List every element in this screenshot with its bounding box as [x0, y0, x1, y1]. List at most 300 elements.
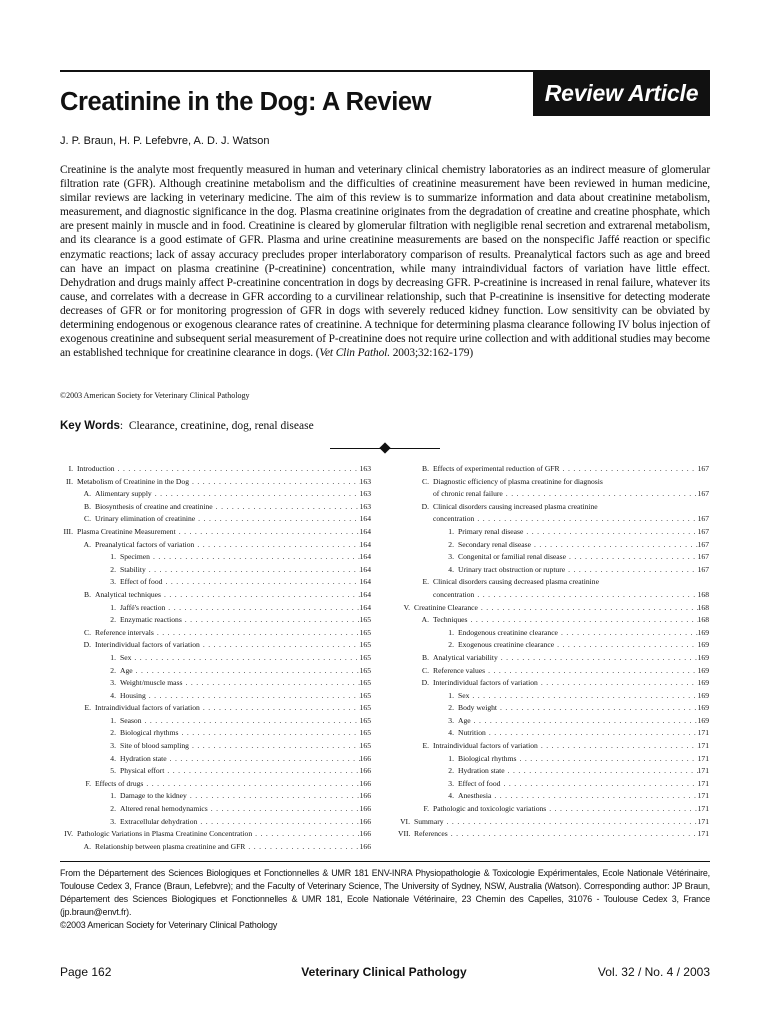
toc-entry [398, 652, 709, 665]
toc-entry-number: 1. [110, 715, 116, 725]
toc-entry-title: Interindividual factors of variation [95, 640, 200, 650]
toc-entry-number: E. [84, 703, 91, 713]
toc-entry-number: 2. [448, 640, 454, 650]
toc-entry-number: E. [422, 577, 429, 587]
toc-entry-number: 4. [110, 690, 116, 700]
toc-entry-title: Age [120, 665, 133, 675]
toc-entry-page: 166 [359, 778, 371, 788]
toc-entry-number: C. [84, 627, 91, 637]
toc-entry-number [398, 513, 429, 526]
toc-entry-page: 164 [359, 526, 371, 536]
toc-entry-page: 165 [359, 615, 371, 625]
toc-entry-title: Analytical techniques [95, 589, 162, 599]
toc-entry-page: 164 [359, 552, 371, 562]
toc-entry-page: 171 [697, 766, 709, 776]
toc-entry-page: 164 [359, 589, 371, 599]
toc-entry [60, 778, 371, 791]
footnote-rule [60, 861, 710, 862]
toc-entry [60, 614, 371, 627]
toc-entry-title: Nutrition [458, 728, 486, 738]
toc-entry-number: 1. [448, 526, 454, 536]
toc-leader-dots [554, 639, 697, 652]
toc-entry [398, 526, 709, 539]
toc-entry-page: 165 [359, 640, 371, 650]
toc-entry [398, 589, 709, 602]
toc-entry-page: 167 [697, 464, 709, 473]
toc-leader-dots [500, 778, 697, 791]
toc-entry-title: Effects of experimental reduction of GFR [433, 464, 560, 473]
toc-entry-number: B. [422, 464, 429, 473]
toc-entry-number: 3. [448, 715, 454, 725]
toc-leader-dots [133, 665, 360, 678]
abstract-copyright: ©2003 American Society for Veterinary Clinical Pathology [60, 391, 250, 400]
toc-entry-title: Congenital or familial renal disease [458, 552, 566, 562]
toc-entry [60, 639, 371, 652]
toc-leader-dots [182, 614, 360, 627]
toc-entry-page: 169 [697, 652, 709, 662]
toc-entry-title: concentration [433, 589, 475, 599]
toc-entry-number: III. [63, 526, 73, 536]
toc-entry [398, 564, 709, 577]
toc-entry-page: 167 [697, 514, 709, 524]
toc-entry-number: A. [421, 615, 429, 625]
toc-entry [398, 715, 709, 728]
toc-leader-dots [523, 526, 697, 539]
affiliation-text: From the Département des Sciences Biologiques et Fonctionnelles & UMR 181 ENV-INRA Physiopathologie & Toxicologie Expérimentales, Ecole Nationale Vétérinaire, Toulouse Cedex 3, France (Braun, Lefebvre); and the Faculty of Veterinary Science, The University of Sydney, NSW, Australia (Watson). Corresponding author: JP Braun, Département des Sciences Biologiques et Fonctionnelles & UMR 181, Ecole Nationale Vétérinaire, 23 Chemin des Capelles, 31076 - Toulouse Cedex 3, France (jp.braun@envt.fr). [60, 868, 710, 918]
toc-entry [398, 803, 709, 816]
toc-entry-title: Body weight [458, 703, 498, 713]
toc-entry-number: VII. [398, 829, 411, 839]
toc-leader-dots [197, 816, 359, 829]
toc-entry-number [398, 488, 429, 501]
toc-entry-title: Hydration state [120, 753, 167, 763]
toc-entry [60, 665, 371, 678]
toc-entry-page: 169 [697, 715, 709, 725]
toc-leader-dots [485, 665, 698, 678]
toc-entry-number: C. [422, 665, 429, 675]
toc-entry-title: Sex [120, 652, 132, 662]
toc-entry-number: 1. [110, 791, 116, 801]
toc-entry-page: 168 [697, 602, 709, 612]
toc-entry-title: Analytical variability [433, 652, 498, 662]
toc-entry-number: II. [66, 476, 73, 486]
toc-entry [398, 816, 709, 829]
toc-entry-title: Biological rhythms [120, 728, 179, 738]
toc-entry-page: 171 [697, 791, 709, 801]
toc-leader-dots [152, 488, 360, 501]
toc-entry-page: 169 [697, 690, 709, 700]
toc-entry [60, 463, 371, 476]
toc-entry-page: 164 [359, 539, 371, 549]
toc-entry [60, 803, 371, 816]
toc-leader-dots [146, 690, 360, 703]
toc-entry-number: 4. [448, 728, 454, 738]
keywords: Key Words: Clearance, creatinine, dog, renal disease [60, 420, 314, 432]
toc-leader-dots [448, 828, 698, 841]
toc-entry-number: 1. [110, 602, 116, 612]
toc-entry-number: 2. [110, 665, 116, 675]
toc-leader-dots [498, 652, 698, 665]
toc-entry-number: 3. [448, 552, 454, 562]
toc-entry-title: Alimentary supply [95, 489, 152, 499]
toc-entry [60, 551, 371, 564]
toc-entry-number: B. [84, 501, 91, 511]
footnote-copyright: ©2003 American Society for Veterinary Clinical Pathology [60, 920, 278, 931]
toc-entry-number: B. [422, 652, 429, 662]
toc-entry [60, 715, 371, 728]
toc-entry [398, 665, 709, 678]
toc-entry [398, 740, 709, 753]
toc-entry-number [398, 589, 429, 602]
toc-entry-title: Introduction [77, 464, 115, 473]
toc-entry-number: C. [84, 514, 91, 524]
toc-entry-page: 166 [359, 753, 371, 763]
toc-entry [398, 639, 709, 652]
toc-entry-title: Effect of food [458, 778, 501, 788]
toc-entry-title: Site of blood sampling [120, 741, 189, 751]
toc-entry-page: 164 [359, 514, 371, 524]
toc-leader-dots [164, 765, 359, 778]
toc-entry-title: Preanalytical factors of variation [95, 539, 195, 549]
toc-entry-page: 165 [359, 715, 371, 725]
toc-entry-title: Specimen [120, 552, 150, 562]
toc-entry [60, 765, 371, 778]
affiliation-footnote [60, 867, 710, 932]
toc-entry-page: 167 [697, 489, 709, 499]
toc-entry-page: 171 [697, 728, 709, 738]
toc-entry-number: V. [403, 602, 410, 612]
toc-entry-title: Extracellular dehydration [120, 816, 198, 826]
toc-leader-dots [558, 627, 698, 640]
article-type-badge: Review Article [533, 71, 710, 116]
toc-entry-title: Techniques [433, 615, 468, 625]
toc-entry-number: VI. [400, 816, 410, 826]
keywords-text: Clearance, creatinine, dog, renal disease [128, 420, 314, 432]
toc-entry-page: 171 [697, 804, 709, 814]
toc-leader-dots [471, 715, 698, 728]
toc-entry-page: 166 [359, 829, 371, 839]
toc-entry-number: 4. [110, 753, 116, 763]
toc-entry-page: 169 [697, 627, 709, 637]
toc-leader-dots [546, 803, 697, 816]
toc-leader-dots [150, 551, 360, 564]
toc-entry-page: 165 [359, 728, 371, 738]
page-number: Page 162 [60, 965, 112, 979]
toc-leader-dots [189, 740, 360, 753]
toc-entry-title: Endogenous creatinine clearance [458, 627, 558, 637]
toc-entry-page: 168 [697, 589, 709, 599]
toc-leader-dots [538, 677, 698, 690]
toc-leader-dots [182, 677, 359, 690]
toc-entry-title: Clinical disorders causing increased plasma creatinine [433, 501, 598, 511]
toc-entry-title: Effects of drugs [95, 778, 144, 788]
toc-entry-title: Physical effort [120, 766, 165, 776]
toc-entry [398, 702, 709, 715]
toc-entry-title: Stability [120, 564, 146, 574]
toc-entry [398, 790, 709, 803]
toc-entry-number: A. [83, 489, 91, 499]
toc-entry-number: 4. [448, 791, 454, 801]
toc-entry [398, 539, 709, 552]
toc-leader-dots [497, 702, 698, 715]
toc-entry [60, 790, 371, 803]
toc-entry-title: Sex [458, 690, 470, 700]
toc-leader-dots [115, 463, 360, 476]
toc-entry [60, 816, 371, 829]
toc-entry [60, 476, 371, 489]
toc-entry-number: F. [423, 804, 429, 814]
toc-entry [60, 501, 371, 514]
toc-entry-page: 163 [359, 489, 371, 499]
toc-leader-dots [154, 627, 360, 640]
toc-entry-number: 2. [448, 539, 454, 549]
toc-entry [398, 513, 709, 526]
toc-entry-number: C. [422, 476, 429, 486]
toc-entry-page: 165 [359, 690, 371, 700]
toc-entry-number: 2. [448, 703, 454, 713]
toc-entry-title: Clinical disorders causing decreased plasma creatinine [433, 577, 599, 587]
toc-leader-dots [187, 790, 360, 803]
toc-entry [398, 727, 709, 740]
toc-entry-page: 163 [359, 501, 371, 511]
toc-leader-dots [486, 727, 698, 740]
abstract-citation-rest: 2003;32:162-179) [389, 347, 474, 360]
toc-entry-title: Hydration state [458, 766, 505, 776]
toc-entry-page: 167 [697, 564, 709, 574]
authors: J. P. Braun, H. P. Lefebvre, A. D. J. Watson [60, 135, 270, 147]
toc-leader-dots [474, 513, 697, 526]
toc-leader-dots [176, 526, 360, 539]
toc-entry-number: E. [422, 741, 429, 751]
toc-entry [60, 526, 371, 539]
toc-entry-number: 3. [110, 816, 116, 826]
article-title: Creatinine in the Dog: A Review [60, 88, 432, 116]
toc-leader-dots [245, 841, 359, 854]
toc-leader-dots [213, 501, 360, 514]
toc-leader-dots [131, 652, 359, 665]
toc-entry-page: 166 [359, 816, 371, 826]
toc-leader-dots [566, 551, 698, 564]
divider-diamond-icon [379, 442, 390, 453]
toc-entry-page: 169 [697, 665, 709, 675]
toc-entry-page: 166 [359, 766, 371, 776]
toc-entry-page: 165 [359, 652, 371, 662]
toc-entry-page: 171 [697, 829, 709, 839]
toc-entry-title: Interindividual factors of variation [433, 678, 538, 688]
toc-leader-dots [565, 564, 697, 577]
toc-entry-title: Weight/muscle mass [120, 678, 183, 688]
toc-leader-dots [142, 715, 360, 728]
toc-entry [60, 727, 371, 740]
toc-entry-title: Plasma Creatinine Measurement [77, 526, 176, 536]
toc-leader-dots [208, 803, 360, 816]
toc-entry [60, 513, 371, 526]
toc-entry-page: 165 [359, 627, 371, 637]
toc-entry [60, 690, 371, 703]
toc-entry-number: 4. [448, 564, 454, 574]
toc-entry-title: Biosynthesis of creatine and creatinine [95, 501, 213, 511]
toc-entry-number: A. [83, 841, 91, 851]
toc-entry-title: Housing [120, 690, 146, 700]
toc-entry-number: 1. [110, 552, 116, 562]
toc-entry-page: 166 [359, 791, 371, 801]
toc-entry-number: 2. [448, 766, 454, 776]
toc-entry [398, 501, 709, 514]
toc-entry-title: Metabolism of Creatinine in the Dog [77, 476, 189, 486]
toc-entry-title: Pathologic Variations in Plasma Creatinine Concentration [77, 829, 253, 839]
toc-entry [60, 740, 371, 753]
toc-entry [60, 602, 371, 615]
toc-entry-number: 1. [448, 690, 454, 700]
toc-entry-title: Altered renal hemodynamics [120, 804, 208, 814]
toc-entry-page: 165 [359, 665, 371, 675]
toc-entry-number: 2. [110, 564, 116, 574]
volume-info: Vol. 32 / No. 4 / 2003 [597, 965, 710, 979]
toc-entry [398, 463, 709, 476]
toc-entry-page: 169 [697, 703, 709, 713]
toc-leader-dots [200, 639, 360, 652]
toc-entry [60, 576, 371, 589]
toc-entry-page: 165 [359, 678, 371, 688]
toc-leader-dots [167, 753, 360, 766]
toc-entry [60, 564, 371, 577]
toc-entry-title: Anesthesia [458, 791, 492, 801]
toc-entry [60, 589, 371, 602]
toc-entry [398, 753, 709, 766]
toc-leader-dots [503, 488, 698, 501]
toc-entry-number: D. [421, 501, 429, 511]
toc-entry [398, 778, 709, 791]
toc-entry-title: Reference intervals [95, 627, 154, 637]
toc-entry-number: 5. [110, 766, 116, 776]
toc-entry-number: 3. [110, 678, 116, 688]
toc-leader-dots [531, 539, 698, 552]
toc-entry-title: Enzymatic reactions [120, 615, 182, 625]
toc-entry-number: I. [68, 464, 73, 473]
toc-entry-page: 166 [359, 841, 371, 851]
toc-entry-title: Secondary renal disease [458, 539, 531, 549]
toc-entry [60, 539, 371, 552]
abstract-citation-journal: Vet Clin Pathol. [319, 347, 390, 360]
toc-entry-number: 2. [110, 728, 116, 738]
toc-entry-title: Effect of food [120, 577, 163, 587]
toc-entry-title: Creatinine Clearance [414, 602, 478, 612]
toc-entry [398, 627, 709, 640]
toc-entry [398, 690, 709, 703]
toc-entry [398, 677, 709, 690]
abstract [60, 163, 710, 360]
toc-entry [398, 602, 709, 615]
toc-entry-page: 167 [697, 552, 709, 562]
toc-entry-title: Reference values [433, 665, 486, 675]
toc-entry-page: 164 [359, 602, 371, 612]
keywords-label: Key Words [60, 420, 120, 432]
toc-entry-title: Pathologic and toxicologic variations [433, 804, 547, 814]
toc-entry-number: B. [84, 589, 91, 599]
toc-leader-dots [474, 589, 697, 602]
toc-entry-number: 1. [448, 753, 454, 763]
toc-leader-dots [178, 727, 359, 740]
toc-entry-title: Jaffé's reaction [120, 602, 166, 612]
toc-entry-number: A. [83, 539, 91, 549]
toc-entry [398, 488, 709, 501]
toc-entry-title: Exogenous creatinine clearance [458, 640, 555, 650]
toc-entry-page: 167 [697, 526, 709, 536]
toc-entry-page: 168 [697, 615, 709, 625]
toc-entry [60, 652, 371, 665]
toc-entry [60, 702, 371, 715]
toc-leader-dots [162, 576, 359, 589]
toc-entry-number: 2. [110, 615, 116, 625]
journal-name: Veterinary Clinical Pathology [301, 965, 467, 979]
toc-leader-dots [194, 539, 359, 552]
toc-entry-title: Damage to the kidney [120, 791, 187, 801]
toc-leader-dots [516, 753, 697, 766]
toc-entry-page: 171 [697, 741, 709, 751]
toc-leader-dots [469, 690, 697, 703]
toc-entry [60, 828, 371, 841]
toc-leader-dots [200, 702, 360, 715]
toc-leader-dots [491, 790, 697, 803]
toc-entry-title: Diagnostic efficiency of plasma creatinine for diagnosis [433, 476, 603, 486]
toc-entry-title: Intraindividual factors of variation [433, 741, 538, 751]
toc-entry-number: D. [83, 640, 91, 650]
toc-entry-title: of chronic renal failure [433, 489, 503, 499]
toc-entry [60, 677, 371, 690]
toc-entry-title: References [414, 829, 448, 839]
toc-entry-page: 163 [359, 464, 371, 473]
toc-entry [398, 765, 709, 778]
toc-leader-dots [195, 513, 359, 526]
toc-leader-dots [161, 589, 360, 602]
toc-entry-title: Biological rhythms [458, 753, 517, 763]
toc-entry [398, 614, 709, 627]
toc-entry-title: Primary renal disease [458, 526, 524, 536]
toc-entry [60, 488, 371, 501]
toc-entry [60, 841, 371, 854]
toc-entry-number: 2. [110, 804, 116, 814]
toc-leader-dots [143, 778, 359, 791]
abstract-text: Creatinine is the analyte most frequently measured in human and veterinary clinical chemistry laboratories as an indirect measure of glomerular filtration rate (GFR). Although creatinine metabolism and the difficulties of creatinine measurement have been reviewed in human medicine, similar reviews are lacking in veterinary medicine. The aim of this review is to summarize information and data about creatinine metabolism, measurement, and diagnostic significance in the dog. Plasma creatinine originates from the degradation of creatine and creatine phosphate, which are present mainly in muscle and in food. Creatinine is cleared by glomerular filtration with negligible renal secretion and extrarenal metabolism, and its clearance is a good estimate of GFR. Plasma and urine creatinine measurements are based on the nonspecific Jaffé reaction or specific enzymatic reactions; lack of assay accuracy precludes proper interlaboratory comparison of results. Preanalytical factors such as age and breed can have an impact on plasma creatinine (P-creatinine) concentration, while many intraindividual factors of variation have little effect. Dehydration and drugs mainly affect P-creatinine concentration in dogs by decreasing GFR. P-creatinine is increased in renal failure, whatever its cause, and correlates with a decrease in GFR according to a curvilinear relationship, such that P-creatinine is insensitive for detecting moderate decreases of GFR or for monitoring progression of GFR in dogs with severely reduced kidney function. Low sensitivity can be obviated by determining endogenous or exogenous clearance rates of creatinine. A technique for determining plasma clearance following IV bolus injection of exogenous creatinine and subsequent serial measurement of P-creatinine does not require urine collection and with additional studies may become an established technique for creatinine clearance in dogs. ( [60, 164, 710, 360]
toc-leader-dots [165, 602, 359, 615]
toc-entry [398, 576, 709, 589]
toc-entry-page: 166 [359, 804, 371, 814]
toc-entry [60, 627, 371, 640]
toc-entry-page: 165 [359, 703, 371, 713]
toc-entry-page: 171 [697, 753, 709, 763]
toc-entry-number: 3. [448, 778, 454, 788]
toc-entry-page: 167 [697, 539, 709, 549]
toc-entry-title: Season [120, 715, 142, 725]
toc-entry [398, 828, 709, 841]
toc-leader-dots [478, 602, 698, 615]
toc-entry-page: 163 [359, 476, 371, 486]
toc-leader-dots [444, 816, 698, 829]
toc-entry-title: Age [458, 715, 471, 725]
toc-entry [398, 476, 709, 489]
toc-entry-title: Summary [414, 816, 444, 826]
toc-entry [398, 551, 709, 564]
toc-entry-title: concentration [433, 514, 475, 524]
toc-entry-title: Relationship between plasma creatinine and GFR [95, 841, 246, 851]
toc-entry [60, 753, 371, 766]
toc-right-column [398, 463, 709, 841]
toc-entry-page: 169 [697, 678, 709, 688]
toc-entry-page: 171 [697, 816, 709, 826]
toc-leader-dots [252, 828, 359, 841]
toc-entry-page: 164 [359, 564, 371, 574]
toc-entry-page: 171 [697, 778, 709, 788]
